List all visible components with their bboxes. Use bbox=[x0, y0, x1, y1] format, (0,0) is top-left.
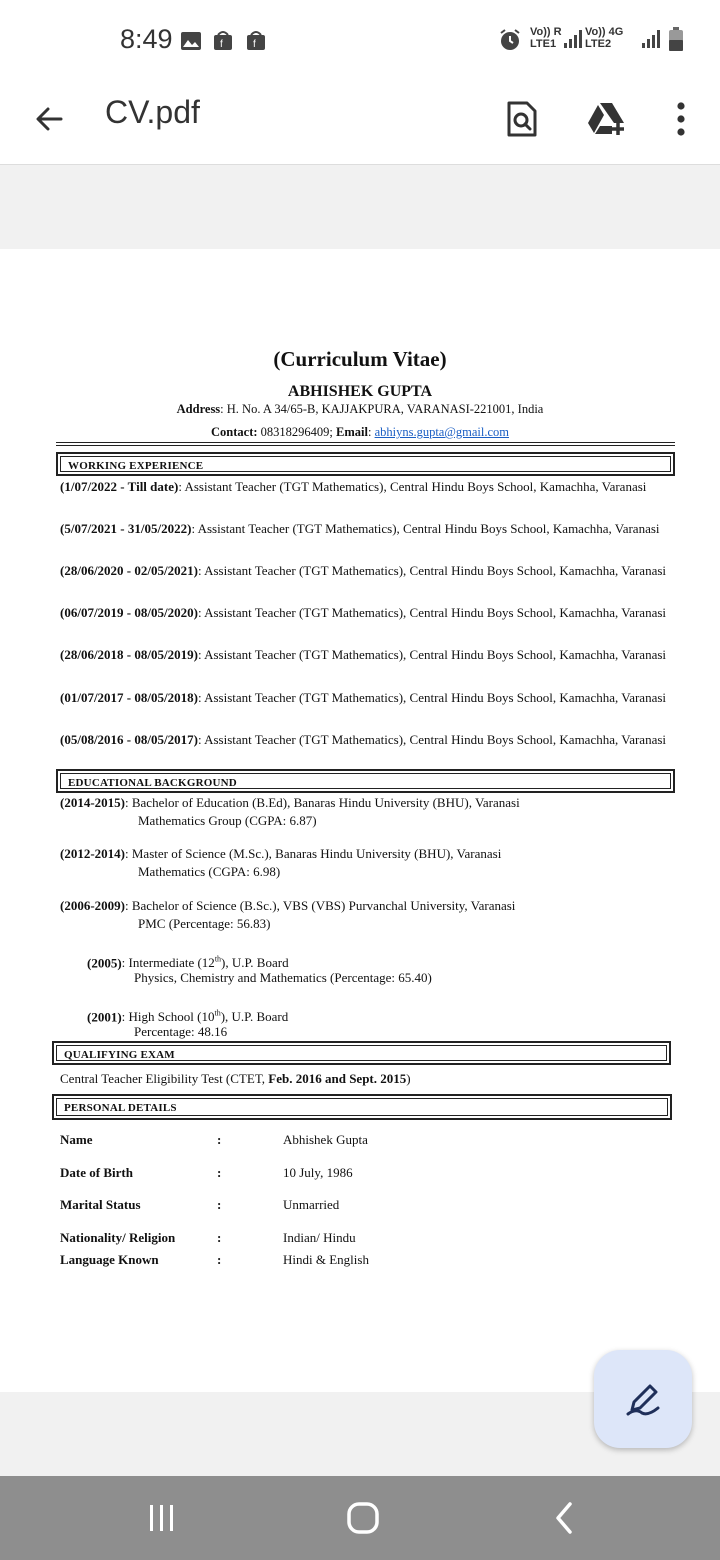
education-entry bbox=[60, 795, 520, 810]
sim1-status: Vo)) R LTE1 bbox=[530, 26, 562, 50]
education-detail: PMC (Percentage: 56.83) bbox=[138, 916, 271, 931]
work-description: : Assistant Teacher (TGT Mathematics), Central Hindu Boys School, Kamachha, Varanasi bbox=[197, 563, 667, 578]
recent-apps-button[interactable] bbox=[132, 1496, 192, 1540]
more-vert-icon bbox=[675, 102, 687, 136]
personal-detail-value: Hindi & English bbox=[283, 1252, 369, 1267]
work-entry bbox=[60, 479, 673, 494]
personal-detail-separator: : bbox=[217, 1132, 222, 1147]
personal-detail-separator: : bbox=[217, 1197, 222, 1212]
back-nav-button[interactable] bbox=[535, 1496, 595, 1540]
education-period: (2012-2014) bbox=[60, 846, 125, 861]
status-time: 8:49 bbox=[120, 24, 173, 54]
personal-details-header: PERSONAL DETAILS bbox=[52, 1094, 672, 1120]
search-document-icon bbox=[506, 100, 538, 138]
contact-line: Contact: 08318296409; Email: abhiyns.gupta@gmail.com bbox=[211, 425, 509, 439]
personal-detail-value: Indian/ Hindu bbox=[283, 1230, 356, 1245]
personal-detail-separator: : bbox=[217, 1252, 222, 1267]
personal-detail-value: Unmarried bbox=[283, 1197, 340, 1212]
app-bar bbox=[0, 80, 720, 165]
work-entry bbox=[60, 732, 673, 747]
work-description: : Assistant Teacher (TGT Mathematics), Central Hindu Boys School, Kamachha, Varanasi bbox=[197, 605, 667, 620]
education-degree: : Bachelor of Science (B.Sc.), VBS (VBS) Purvanchal University, Varanasi bbox=[125, 898, 516, 913]
shop-icon-2 bbox=[245, 30, 267, 52]
work-entry bbox=[60, 605, 673, 620]
svg-text:f: f bbox=[253, 39, 256, 50]
more-options-button[interactable] bbox=[656, 94, 706, 144]
work-period: (06/07/2019 - 08/05/2020) bbox=[60, 605, 198, 620]
work-period: (1/07/2022 - Till date) bbox=[60, 479, 179, 494]
address-line: Address: H. No. A 34/65-B, KAJJAKPURA, VARANASI-221001, India bbox=[176, 402, 544, 416]
education-degree: : Master of Science (M.Sc.), Banaras Hindu University (BHU), Varanasi bbox=[125, 846, 502, 861]
cv-heading: (Curriculum Vitae) bbox=[273, 347, 447, 371]
personal-detail-value: 10 July, 1986 bbox=[283, 1165, 353, 1180]
education-entry bbox=[60, 846, 501, 861]
edit-fab-button[interactable] bbox=[594, 1350, 692, 1448]
education-entry bbox=[87, 1006, 288, 1024]
work-description: : Assistant Teacher (TGT Mathematics), Central Hindu Boys School, Kamachha, Varanasi bbox=[197, 690, 667, 705]
work-description: : Assistant Teacher (TGT Mathematics), Central Hindu Boys School, Kamachha, Varanasi bbox=[197, 732, 667, 747]
edit-pen-icon bbox=[624, 1380, 662, 1418]
personal-detail-label: Marital Status bbox=[60, 1197, 141, 1212]
navigation-bar bbox=[0, 1476, 720, 1560]
recent-apps-icon bbox=[147, 1503, 177, 1533]
education-detail: Physics, Chemistry and Mathematics (Percentage: 65.40) bbox=[134, 970, 432, 985]
education-degree: : Bachelor of Education (B.Ed), Banaras Hindu University (BHU), Varanasi bbox=[125, 795, 520, 810]
back-icon bbox=[550, 1501, 580, 1535]
back-button[interactable] bbox=[24, 94, 74, 144]
work-entry bbox=[60, 690, 673, 705]
gallery-icon bbox=[180, 30, 202, 52]
work-period: (05/08/2016 - 08/05/2017) bbox=[60, 732, 198, 747]
personal-detail-value: Abhishek Gupta bbox=[283, 1132, 368, 1147]
education-period: (2006-2009) bbox=[60, 898, 125, 913]
viewer-background-top bbox=[0, 165, 720, 249]
educational-background-header: EDUCATIONAL BACKGROUND bbox=[56, 769, 675, 793]
working-experience-header: WORKING EXPERIENCE bbox=[56, 452, 675, 476]
personal-detail-separator: : bbox=[217, 1230, 222, 1245]
education-degree: : Intermediate (12th), U.P. Board bbox=[121, 955, 289, 971]
work-entry bbox=[60, 563, 673, 578]
alarm-icon bbox=[498, 28, 522, 52]
education-entry bbox=[87, 952, 289, 970]
add-to-drive-button[interactable] bbox=[582, 94, 632, 144]
pdf-page[interactable] bbox=[0, 249, 720, 1392]
work-period: (5/07/2021 - 31/05/2022) bbox=[60, 521, 192, 536]
header-rule-2 bbox=[56, 445, 675, 446]
personal-detail-label: Nationality/ Religion bbox=[60, 1230, 176, 1245]
personal-detail-label: Language Known bbox=[60, 1252, 159, 1267]
svg-text:f: f bbox=[220, 39, 223, 50]
work-period: (28/06/2018 - 08/05/2019) bbox=[60, 647, 198, 662]
search-document-button[interactable] bbox=[497, 94, 547, 144]
signal-icon-2 bbox=[640, 28, 662, 50]
home-button[interactable] bbox=[333, 1496, 393, 1540]
personal-detail-label: Name bbox=[60, 1132, 93, 1147]
qualifying-exam-text: Central Teacher Eligibility Test (CTET, Feb. 2016 and Sept. 2015) bbox=[60, 1071, 411, 1086]
education-detail: Mathematics (CGPA: 6.98) bbox=[138, 864, 281, 879]
candidate-name: ABHISHEK GUPTA bbox=[287, 383, 433, 400]
qualifying-exam-header: QUALIFYING EXAM bbox=[52, 1041, 671, 1065]
signal-icon-1 bbox=[562, 28, 584, 50]
education-detail: Mathematics Group (CGPA: 6.87) bbox=[138, 813, 317, 828]
shop-icon bbox=[212, 30, 234, 52]
education-period: (2005) bbox=[87, 955, 122, 971]
back-arrow-icon bbox=[33, 103, 65, 135]
work-description: : Assistant Teacher (TGT Mathematics), Central Hindu Boys School, Kamachha, Varanasi bbox=[191, 521, 660, 536]
document-title: CV.pdf bbox=[105, 94, 200, 130]
personal-detail-separator: : bbox=[217, 1165, 222, 1180]
email-link[interactable]: abhiyns.gupta@gmail.com bbox=[374, 425, 509, 439]
work-entry bbox=[60, 521, 673, 536]
battery-icon bbox=[667, 26, 685, 52]
education-degree: : High School (10th), U.P. Board bbox=[121, 1009, 289, 1025]
work-period: (01/07/2017 - 08/05/2018) bbox=[60, 690, 198, 705]
work-entry bbox=[60, 647, 673, 662]
education-detail: Percentage: 48.16 bbox=[134, 1024, 228, 1039]
work-description: : Assistant Teacher (TGT Mathematics), Central Hindu Boys School, Kamachha, Varanasi bbox=[197, 647, 667, 662]
personal-detail-label: Date of Birth bbox=[60, 1165, 133, 1180]
work-period: (28/06/2020 - 02/05/2021) bbox=[60, 563, 198, 578]
education-period: (2001) bbox=[87, 1009, 122, 1025]
status-bar bbox=[0, 0, 720, 80]
work-description: : Assistant Teacher (TGT Mathematics), Central Hindu Boys School, Kamachha, Varanasi bbox=[178, 479, 647, 494]
education-period: (2014-2015) bbox=[60, 795, 125, 810]
home-icon bbox=[346, 1501, 380, 1535]
header-rule bbox=[56, 442, 675, 443]
sim2-status: Vo)) 4G LTE2 bbox=[585, 26, 624, 50]
education-entry bbox=[60, 898, 515, 913]
drive-add-icon bbox=[586, 101, 628, 137]
